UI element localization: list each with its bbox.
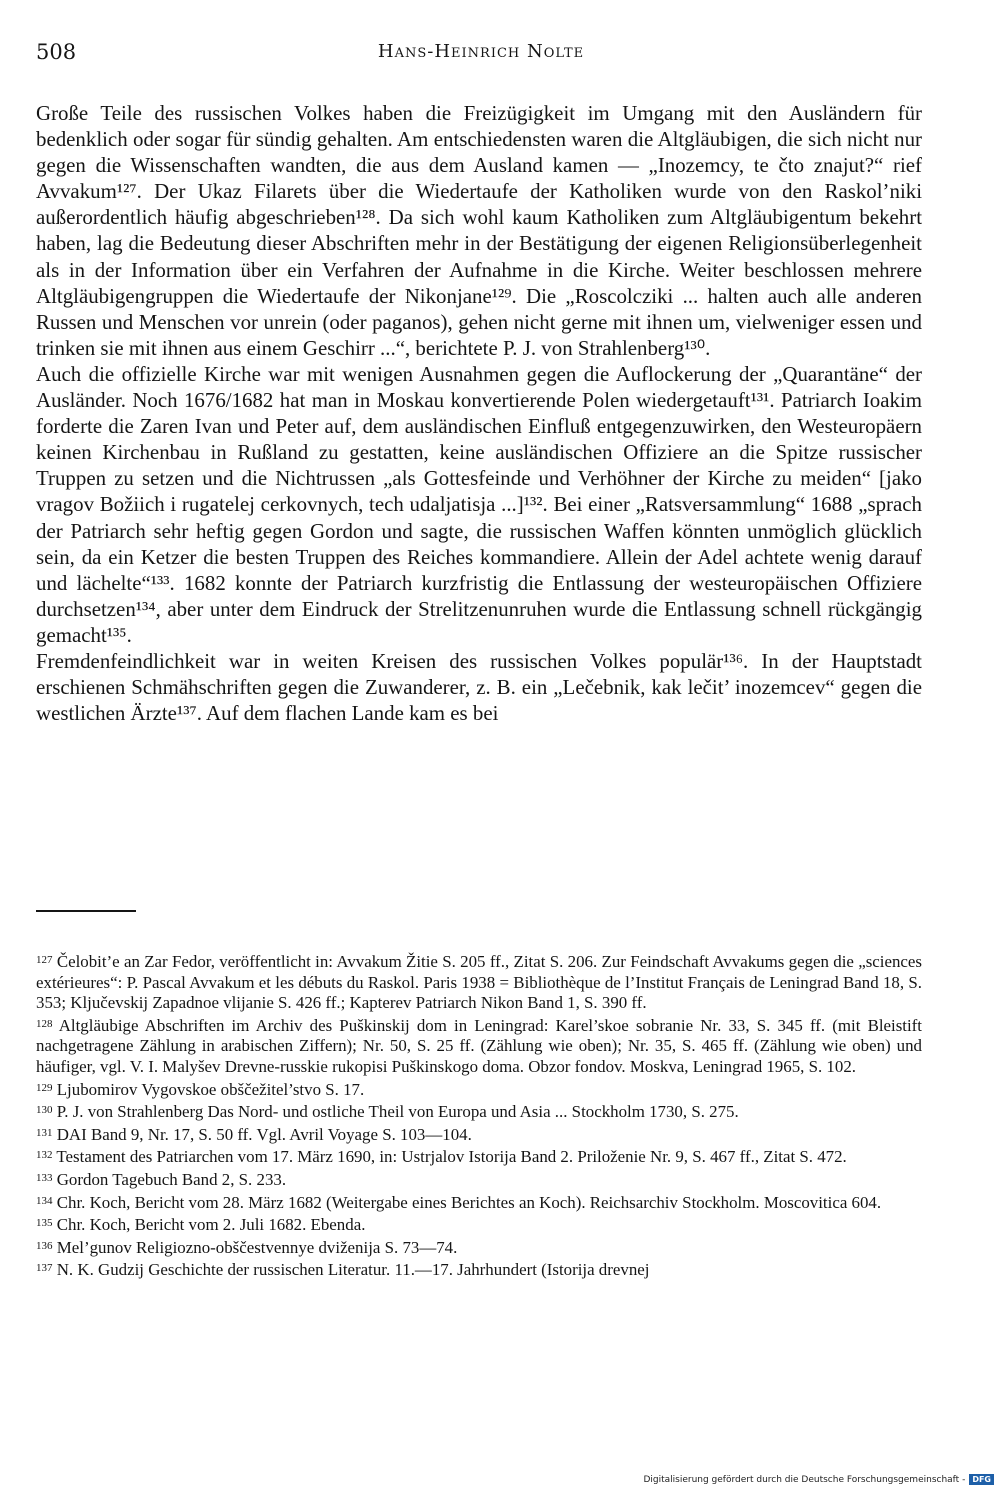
footnote (36, 1258, 922, 1281)
footnote-text: Ljubomirov Vygovskoe obščežitel’stvo S. 17. (56, 1079, 365, 1099)
footnote (36, 1168, 922, 1191)
footnote-text: Gordon Tagebuch Band 2, S. 233. (56, 1169, 287, 1189)
footnote-number: 128 (36, 1017, 53, 1030)
footnote-number: 130 (36, 1104, 53, 1117)
body-paragraph: Fremdenfeindlichkeit war in weiten Kreisen des russischen Volkes populär¹³⁶. In der Hauptstadt erschienen Schmähschriften gegen die Zuwanderer, z. B. ein „Lečebnik, kak lečit’ inozemcev“ gegen die westlichen Ärzte¹³⁷. Auf dem flachen Lande kam es bei (36, 648, 922, 726)
credit-text: Digitalisierung gefördert durch die Deutsche Forschungsgemeinschaft - (643, 1474, 966, 1485)
body-text (36, 100, 922, 726)
footnote-text: DAI Band 9, Nr. 17, S. 50 ff. Vgl. Avril Voyage S. 103—104. (56, 1124, 472, 1144)
footnote-text: Čelobit’e an Zar Fedor, veröffentlicht in: Avvakum Žitie S. 205 ff., Zitat S. 206. Zur Feindschaft Avvakums gegen die „sciences extérieures“: P. Pascal Avvakum et les débuts du Raskol. Paris 1938 = Bibliothèque de l’Institut Français de Leningrad Band 18, S. 353; Ključevskij Zapadnoe vlijanie S. 426 ff.; Kapterev Patriarch Nikon Band 1, S. 390 ff. (36, 952, 922, 1013)
footnote (36, 1191, 922, 1214)
footnote-text: Altgläubige Abschriften im Archiv des Puškinskij dom in Leningrad: Karel’skoe sobranie Nr. 33, S. 345 ff. (mit Bleistift nachgetragene Zählung in arabischen Ziffern); Nr. 50, S. 25 ff. (Zählung wie oben); Nr. 35, S. 465 ff. (Zählung wie oben) und häufiger, vgl. V. I. Malyšev Drevne-russkie rukopisi Puškinskogo doma. Obzor fondov. Moskva, Leningrad 1965, S. 102. (36, 1015, 922, 1076)
footnote (36, 1123, 922, 1146)
footnote-text: P. J. von Strahlenberg Das Nord- und ostliche Theil von Europa und Asia ... Stockholm 1730, S. 275. (56, 1102, 739, 1122)
footnote-text: Mel’gunov Religiozno-obščestvennye dviženija S. 73—74. (56, 1237, 458, 1257)
page-header (36, 40, 926, 70)
footnote (36, 1145, 922, 1168)
footnote-text: Chr. Koch, Bericht vom 28. März 1682 (Weitergabe eines Berichtes an Koch). Reichsarchiv Stockholm. Moscovitica 604. (56, 1192, 882, 1212)
footnote (36, 1100, 922, 1123)
footnote (36, 950, 922, 1014)
body-paragraph: Auch die offizielle Kirche war mit wenigen Ausnahmen gegen die Auflockerung der „Quarantäne“ der Ausländer. Noch 1676/1682 hat man in Moskau konvertierende Polen wiedergetauft¹³¹. Patriarch Ioakim forderte die Zaren Ivan und Peter auf, dem ausländischen Einfluß entgegenzuwirken, den Westeuropäern keinen Kirchenbau in Rußland zu gestatten, keine ausländischen Offiziere an die Spitze russischer Truppen zu setzen und die Nichtrussen „als Gottesfeinde und Verhöhner der Kirche zu meiden“ [jako vragov Božiich i rugatelej cerkovnych, tech udaljatisja ...]¹³². Bei einer „Ratsversammlung“ 1688 „sprach der Patriarch sehr heftig gegen Gordon und sagte, die russischen Waffen könnten unmöglich glücklich sein, da ein Ketzer die besten Truppen des Reiches kommandiere. Allein der Adel achtete wenig darauf und lächelte“¹³³. 1682 konnte der Patriarch kurzfristig die Entlassung der westeuropäischen Offiziere durchsetzen¹³⁴, aber unter dem Eindruck der Strelitzenunruhen wurde die Entlassung schnell rückgängig gemacht¹³⁵. (36, 361, 922, 647)
body-paragraph: Große Teile des russischen Volkes haben die Freizügigkeit im Umgang mit den Ausländern für bedenklich oder sogar für sündig gehalten. Am entschiedensten waren die Altgläubigen, die sich nicht nur gegen die Wissenschaften wandten, die aus dem Ausland kamen — „Inozemcy, te čto znajut?“ rief Avvakum¹²⁷. Der Ukaz Filarets über die Wiedertaufe der Katholiken wurde von den Raskol’niki außerordentlich häufig abgeschrieben¹²⁸. Da sich wohl kaum Katholiken zum Altgläubigentum bekehrt haben, lag die Bedeutung dieser Abschriften mehr in der Bestätigung der eigenen Religionsüberlegenheit als in der Information über ein Verfahren der Aufnahme in die Kirche. Weiter beschlossen mehrere Altgläubigengruppen die Wiedertaufe der Nikonjane¹²⁹. Die „Roscolcziki ... halten auch alle anderen Russen und Menschen vor unrein (oder paganos), gehen nicht gerne mit ihnen um, vielweniger essen und trinken sie mit ihnen aus einem Geschirr ...“, berichtete P. J. von Strahlenberg¹³⁰. (36, 101, 922, 360)
footnote-number: 131 (36, 1126, 53, 1139)
digitization-credit (643, 1474, 994, 1485)
footnote-text: Chr. Koch, Bericht vom 2. Juli 1682. Ebenda. (56, 1215, 366, 1235)
footnote-divider (36, 910, 136, 912)
footnote (36, 1014, 922, 1078)
footnote-number: 136 (36, 1239, 53, 1252)
footnote-number: 127 (36, 954, 53, 966)
footnote-number: 135 (36, 1217, 53, 1230)
footnote-text: N. K. Gudzij Geschichte der russischen Literatur. 11.—17. Jahrhundert (Istorija drevnej (56, 1260, 650, 1280)
footnote (36, 1213, 922, 1236)
footnote-number: 132 (36, 1149, 53, 1162)
footnote-number: 133 (36, 1171, 53, 1184)
footnote-text: Testament des Patriarchen vom 17. März 1690, in: Ustrjalov Istorija Band 2. Priloženie Nr. 9, S. 467 ff., Zitat S. 472. (56, 1147, 847, 1167)
footnote-number: 129 (36, 1081, 53, 1094)
footnote (36, 1078, 922, 1101)
page-number: 508 (36, 40, 77, 64)
footnotes (36, 950, 922, 1281)
footnote-number: 134 (36, 1194, 53, 1207)
footnote (36, 1236, 922, 1259)
footnote-number: 137 (36, 1262, 53, 1275)
running-head: Hans-Heinrich Nolte (377, 41, 585, 62)
dfg-logo-icon: DFG (969, 1474, 994, 1485)
